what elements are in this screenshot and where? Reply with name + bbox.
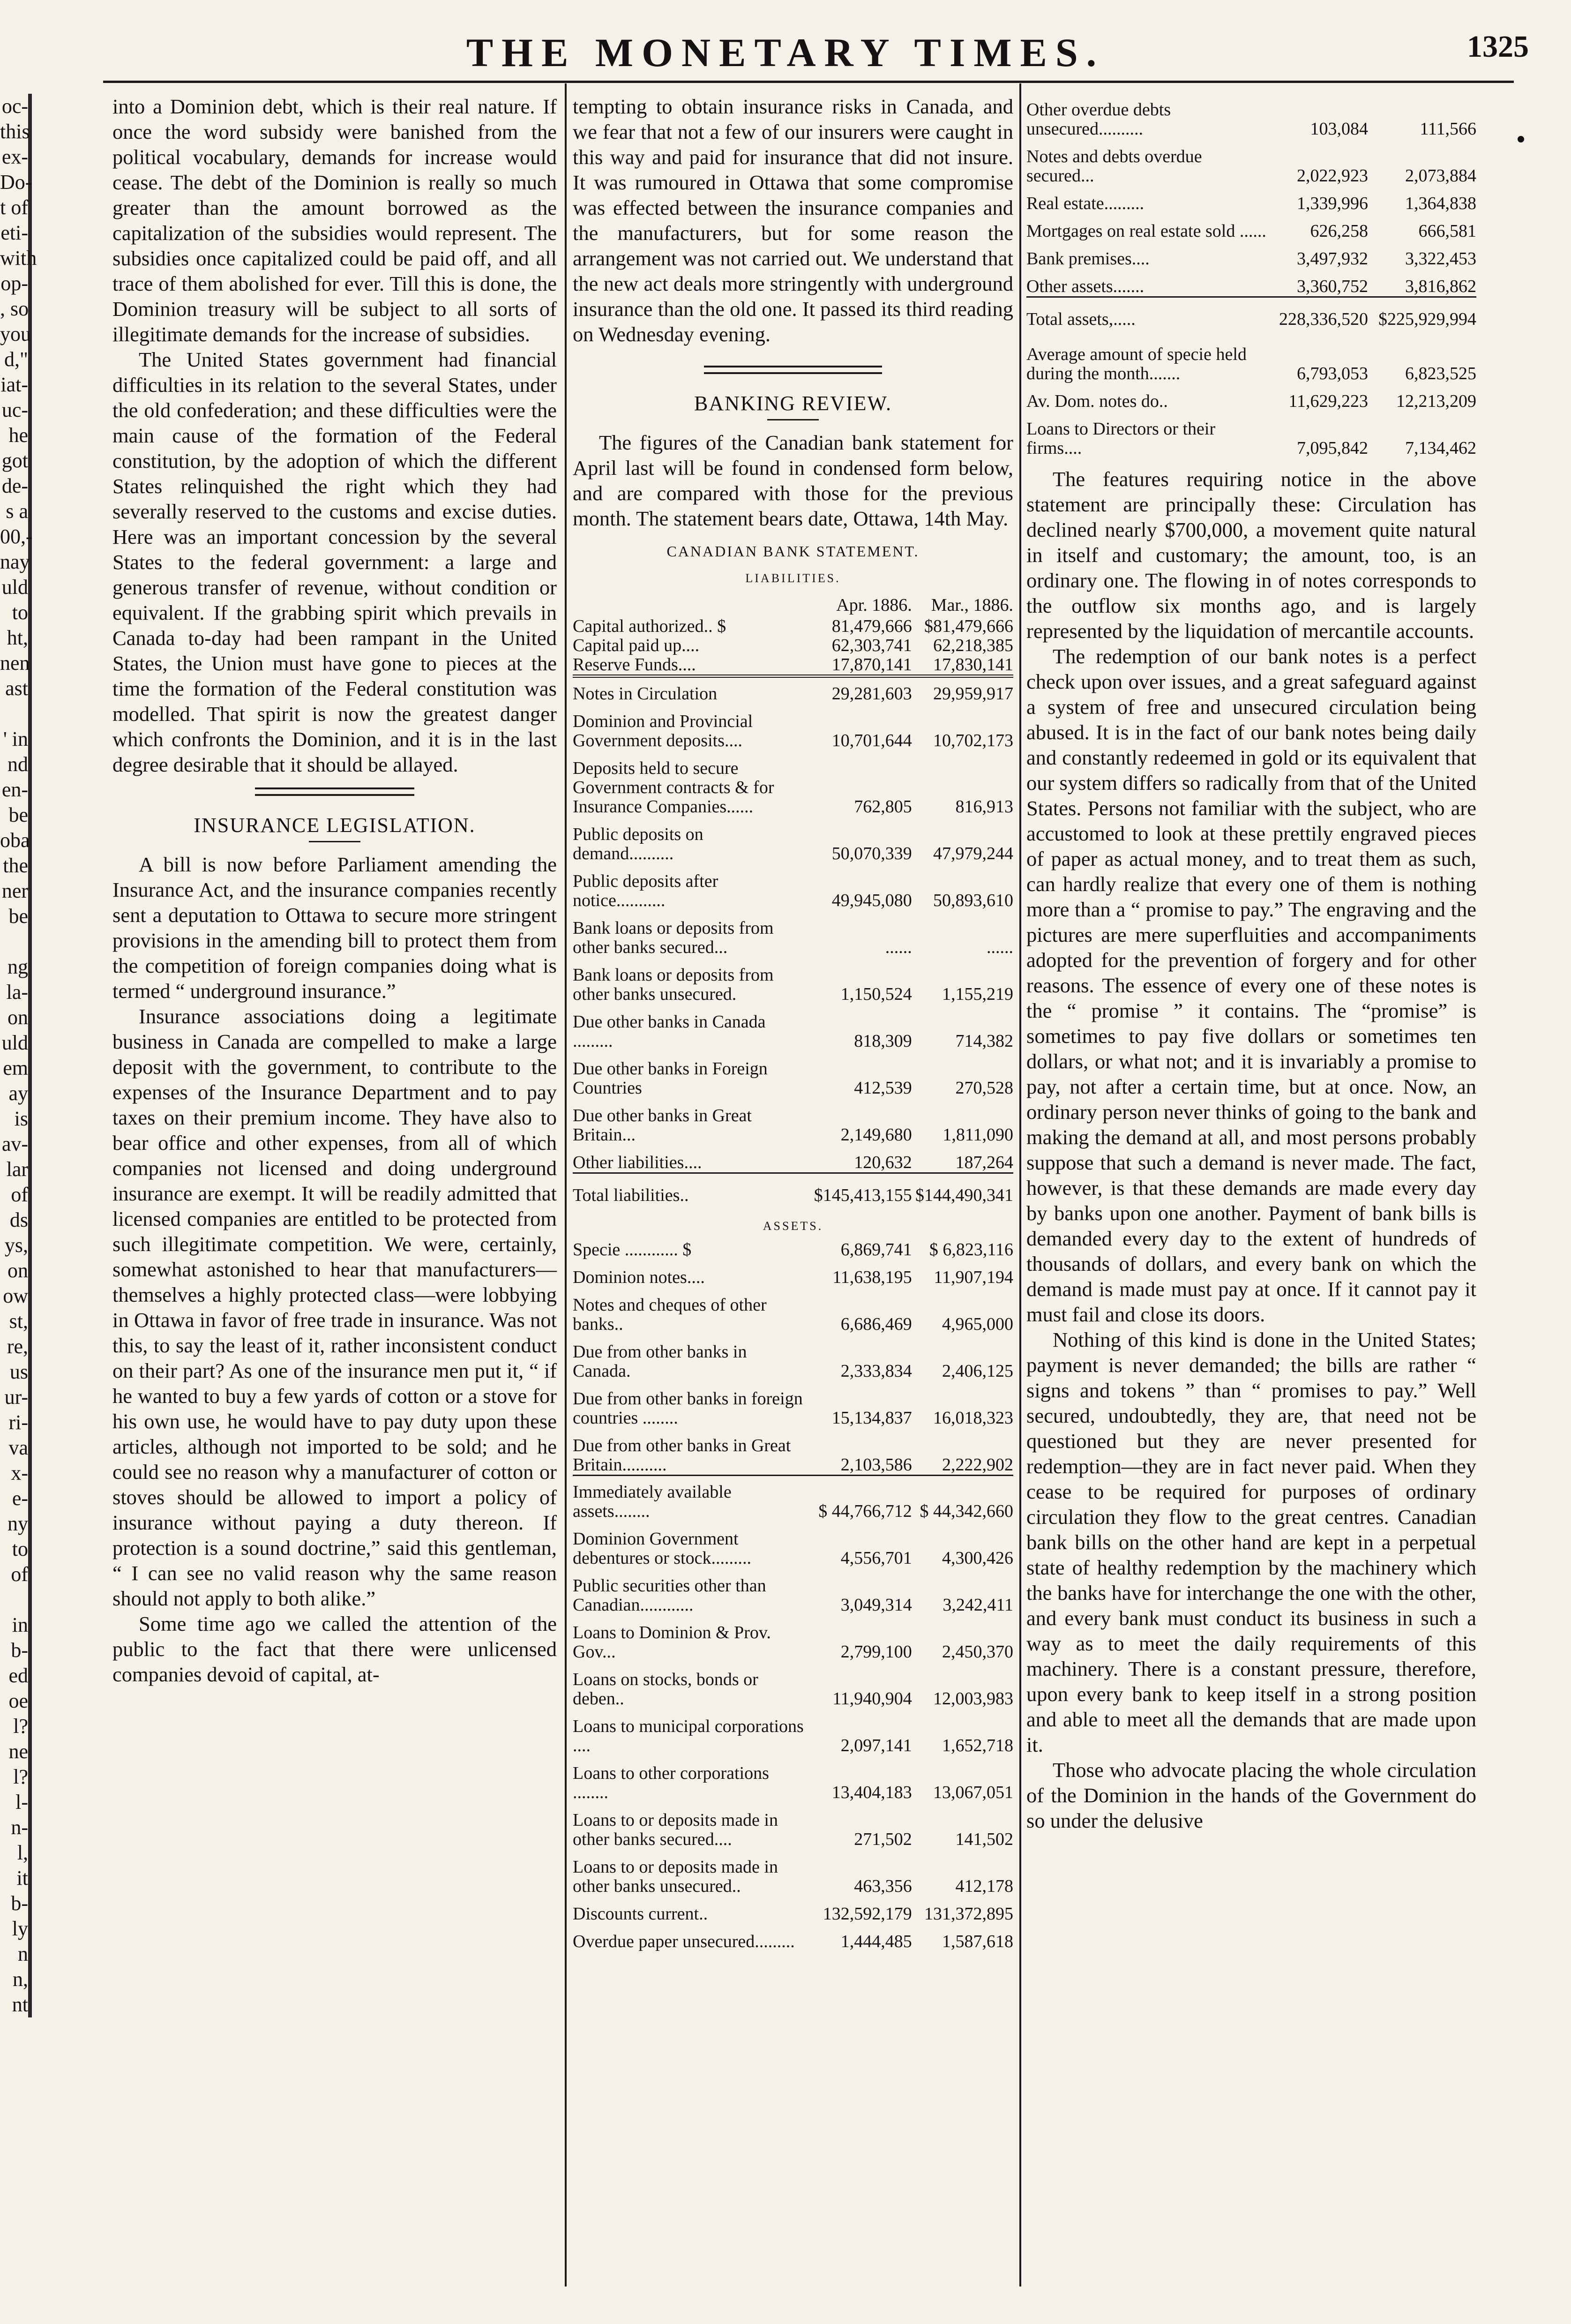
march-value: 714,382 (955, 1031, 1013, 1051)
row-label: Loans to other corporations ........ (573, 1763, 769, 1802)
row-label: Reserve Funds.... (573, 655, 696, 675)
statement-row (573, 676, 1013, 704)
fragment-line: with (0, 247, 37, 270)
row-label: Dominion Government debentures or stock......... (573, 1529, 751, 1568)
april-value: 103,084 (1310, 119, 1368, 139)
fragment-line: l, (17, 1841, 28, 1864)
april-value: 1,339,996 (1296, 194, 1368, 213)
march-value: 12,213,209 (1396, 391, 1476, 411)
row-label: Public deposits after notice........... (573, 871, 718, 910)
april-value: 2,149,680 (840, 1125, 912, 1145)
statement-row (573, 1568, 1013, 1615)
fragment-line: to (12, 601, 28, 624)
statement-row (573, 1802, 1013, 1849)
row-label: Due other banks in Great Britain... (573, 1106, 752, 1145)
fragment-line: n- (11, 1816, 28, 1839)
march-value: 10,702,173 (933, 731, 1013, 750)
statement-row (573, 1755, 1013, 1802)
row-label: Deposits held to secure Government contracts & for Insurance Companies...... (573, 758, 774, 817)
march-value: $225,929,994 (1368, 297, 1476, 337)
april-value: 17,870,141 (831, 655, 912, 675)
row-label: Total assets,..... (1026, 297, 1269, 337)
statement-row (573, 1334, 1013, 1381)
april-value: 62,303,741 (831, 636, 912, 655)
fragment-line: ng (7, 955, 28, 978)
fragment-line: uld (1, 1031, 28, 1054)
fragment-line: uld (1, 576, 28, 599)
fragment-line: ner (1, 879, 28, 902)
march-value: 47,979,244 (933, 844, 1013, 863)
row-label: Immediately available assets........ (573, 1476, 811, 1522)
article-paragraph: Insurance associations doing a legitimate business in Canada are compelled to make a large deposit with the government, to contribute to the expenses of the Insurance Department and to pay taxes on their premium income. They have also to bear office and other expenses, from all of which companies not licensed and doing underground insurance are exempt. It will be readily admitted that licensed companies are entitled to be protected from such illegitimate competition. We were, certainly, somewhat astonished to hear that manufacturers—themselves a highly protected class—were lobbying in Ottawa in favor of free trade in insurance. Was not this, to say the least of it, rather inconsistent conduct on their part? As one of the insurance men put it, “ if he wanted to buy a few yards of cotton or a stove for his own use, he would have to pay duty upon these articles, although not imported to be sold; and he could see no reason why a manufacturer of cotton or stoves should be allowed to import a policy of insurance without paying a duty thereon. If protection is a sound doctrine,” said this gentleman, “ I can see no valid reason why the same reason should not apply to both alike.” (112, 1005, 557, 1610)
fragment-line: ur- (4, 1386, 28, 1409)
fragment-line: nd (7, 753, 28, 776)
statement-row (1026, 100, 1476, 139)
march-value: 666,581 (1418, 221, 1476, 241)
row-label: Bank loans or deposits from other banks secured... (573, 918, 774, 957)
fragment-line: re, (7, 1335, 28, 1358)
fragment-line: b- (11, 1639, 28, 1662)
march-value: 17,830,141 (933, 655, 1013, 675)
ink-speck (1518, 136, 1524, 142)
fragment-line: n, (13, 1968, 28, 1991)
statement-row (573, 1615, 1013, 1662)
row-label: Loans to Directors or their firms.... (1026, 419, 1216, 458)
row-label: Real estate......... (1026, 194, 1145, 213)
april-value: 2,333,834 (840, 1361, 912, 1381)
row-label: Public securities other than Canadian............ (573, 1576, 766, 1615)
april-value: 2,022,923 (1296, 166, 1368, 186)
march-value: 3,816,862 (1405, 277, 1476, 296)
march-value: 816,913 (955, 797, 1013, 817)
march-value: 29,959,917 (912, 676, 1013, 704)
april-value: 1,444,485 (840, 1932, 912, 1951)
statement-row (1026, 337, 1476, 383)
april-value: 10,701,644 (831, 731, 912, 750)
fragment-line: ast (5, 677, 28, 700)
fragment-line: it (16, 1867, 28, 1889)
fragment-line: x- (11, 1462, 28, 1484)
row-label: Bank premises.... (1026, 249, 1150, 269)
statement-row (573, 1476, 1013, 1522)
row-label: Other assets....... (1026, 277, 1145, 296)
fragment-line: on (7, 1006, 28, 1029)
article-paragraph: Nothing of this kind is done in the United States; payment is never demanded; the bills are rather “ signs and tokens ” than “ promises to pay.” Well secured, undoubtedly, they are, that need not be questioned but they are never presented for redemption—they are in fact never paid. When they cease to be required for purposes of ordinary circulation they flow to the great centres. Canadian bank bills on the other hand are kept in a perpetual state of healthy redemption by the machinery which the banks have for interchange the one with the other, and every bank must conduct its business in such a way as to meet the daily requirements of this machinery. There is a constant pressure, therefore, upon every bank to keep itself in a strong position and able to meet all the demands that are made upon it. (1026, 1328, 1476, 1756)
row-label: Notes in Circulation (573, 676, 811, 704)
april-value: 2,097,141 (840, 1736, 912, 1755)
fragment-line (0, 701, 28, 727)
fragment-line: ys, (4, 1234, 28, 1257)
april-value: ...... (885, 937, 912, 957)
section-divider (704, 366, 882, 374)
fragment-line: ht, (7, 626, 28, 649)
statement-row (1026, 241, 1476, 269)
article-paragraph: The features requiring notice in the above statement are principally these: Circulation has declined nearly $700,000, a movement quite natural in itself and customary; the amount, too, is an ordinary one. The flowing in of notes corresponds to the outflow six months ago, and is largely represented by the liquidation of mercantile accounts. (1026, 467, 1476, 643)
subheading-label: ASSETS. (763, 1219, 823, 1233)
april-value: $145,413,155 (811, 1173, 912, 1213)
row-label: Other liabilities.... (573, 1153, 702, 1172)
statement-header-row (573, 596, 1013, 617)
march-value: 12,003,983 (933, 1689, 1013, 1709)
statement-row (573, 957, 1013, 1004)
row-label: Discounts current.. (573, 1904, 708, 1924)
april-value: 7,095,842 (1296, 438, 1368, 458)
statement-row (573, 863, 1013, 910)
row-label: Loans to Dominion & Prov. Gov... (573, 1623, 771, 1662)
march-value: 1,587,618 (942, 1932, 1013, 1951)
article-paragraph: Those who advocate placing the whole circulation of the Dominion in the hands of the Government do so under the delusive (1026, 1758, 1476, 1832)
row-label: Av. Dom. notes do.. (1026, 391, 1168, 411)
statement-row (1026, 213, 1476, 241)
insurance-section-title: INSURANCE LEGISLATION. (194, 814, 476, 837)
statement-row (573, 817, 1013, 863)
statement-row (1026, 411, 1476, 458)
march-value: 2,073,884 (1405, 166, 1476, 186)
row-label: Due other banks in Canada ......... (573, 1012, 766, 1051)
april-value: 1,150,524 (840, 984, 912, 1004)
row-label: Due from other banks in foreign countries ........ (573, 1389, 803, 1428)
fragment-line: ds (9, 1208, 28, 1231)
fragment-line: iat- (0, 373, 28, 396)
april-value: 11,629,223 (1288, 391, 1368, 411)
march-value: 62,218,385 (933, 636, 1013, 655)
fragment-line: of (11, 1563, 28, 1586)
statement-row (573, 704, 1013, 750)
fragment-line: eti- (0, 221, 28, 244)
row-label: Dominion and Provincial Government deposits.... (573, 712, 753, 750)
march-value: 16,018,323 (933, 1408, 1013, 1428)
article-paragraph: The figures of the Canadian bank statement for April last will be found in condensed form below, and are compared with those for the previous month. The statement bears date, Ottawa, 14th May. (573, 431, 1013, 530)
fragment-line: to (12, 1537, 28, 1560)
row-label: Mortgages on real estate sold ...... (1026, 221, 1266, 241)
april-value: 11,940,904 (832, 1689, 912, 1709)
row-label: Due from other banks in Canada. (573, 1342, 747, 1381)
column-3 (1026, 94, 1476, 1833)
fragment-line: l? (13, 1765, 28, 1788)
fragment-line: em (3, 1057, 28, 1080)
fragment-line: nen (0, 652, 30, 675)
fragment-line: en- (1, 778, 28, 801)
statement-row (573, 1709, 1013, 1755)
statement-row (1026, 139, 1476, 186)
liabilities-label: LIABILITIES. (745, 571, 841, 585)
statement-row (573, 1428, 1013, 1476)
fragment-line: l- (15, 1791, 28, 1814)
statement-row (573, 1004, 1013, 1051)
statement-row (1026, 269, 1476, 297)
fragment-line: de- (1, 474, 28, 497)
march-value: 141,502 (955, 1829, 1013, 1849)
april-value: 762,805 (854, 797, 912, 817)
march-value: 50,893,610 (933, 891, 1013, 910)
fragment-line: on (7, 1259, 28, 1282)
fragment-line: is (14, 1107, 28, 1130)
statement-row (573, 655, 1013, 676)
fragment-line: 00,- (0, 525, 33, 548)
statement-row (573, 1662, 1013, 1709)
row-label: Total liabilities.. (573, 1173, 811, 1213)
april-value: 228,336,520 (1269, 297, 1368, 337)
april-value: 271,502 (854, 1829, 912, 1849)
statement-row (1026, 297, 1476, 337)
article-paragraph: into a Dominion debt, which is their real nature. If once the word subsidy were banished from the political vocabulary, demands for increase would cease. The debt of the Dominion is really so much greater than the amount borrowed as the capitalization of the subsidies would represent. The subsidies once capitalized could be paid off, and all trace of them abolished for ever. Till this is done, the Dominion treasury will be subject to all sorts of illegitimate demands for the increase of subsidies. (112, 95, 557, 346)
april-value: 49,945,080 (831, 891, 912, 910)
statement-row (573, 636, 1013, 655)
statement-row (1026, 186, 1476, 213)
fragment-line: t of (0, 196, 28, 219)
march-value: 2,406,125 (942, 1361, 1013, 1381)
statement-row (573, 750, 1013, 817)
article-paragraph: tempting to obtain insurance risks in Canada, and we fear that not a few of our insurers were caught in this way and paid for insurance that did not insure. It was rumoured in Ottawa that some compromise was effected between the insurance companies and the manufacturers, but for some reason the arrangement was not carried out. We understand that the new act deals more stringently with underground insurance than the old one. It passed its third reading on Wednesday evening. (573, 95, 1013, 346)
april-value: 626,258 (1310, 221, 1368, 241)
adjacent-page-fragments (0, 94, 37, 2017)
fragment-line: nt (12, 1993, 28, 2016)
march-value: $144,490,341 (912, 1173, 1013, 1213)
april-value: 818,309 (854, 1031, 912, 1051)
march-value: 2,222,902 (942, 1455, 1013, 1475)
fragment-line: ' in (3, 727, 28, 750)
row-label: Loans to or deposits made in other banks unsecured.. (573, 1857, 778, 1896)
page-number: 1325 (1467, 30, 1529, 64)
fragment-line: oba (0, 829, 30, 852)
statement-subheading (573, 1213, 1013, 1240)
fragment-line: be (8, 803, 28, 826)
fragment-line: be (8, 905, 28, 928)
article-paragraph: The United States government had financial difficulties in its relation to the several States, under the old confederation; and these difficulties were the main cause of the formation of the Federal constitution, by the adoption of which the different States relinquished the right which they had severally reserved to the customs and excise duties. Here was an important concession by the several States to the federal government: a large and generous transfer of revenue, without condition or equivalent. If the grabbing spirit which prevails in Canada to-day had been rampant in the United States, the Union must have gone to pieces at the time the formation of the Federal constitution was modelled. That spirit is now the greatest danger which confronts the Dominion, and it is in the last degree desirable that it should be allayed. (112, 348, 557, 776)
fragment-line: st, (9, 1310, 28, 1333)
march-value: 4,300,426 (942, 1548, 1013, 1568)
march-value: 4,965,000 (942, 1314, 1013, 1334)
statement-row (1026, 383, 1476, 411)
fragment-line: us (9, 1360, 28, 1383)
article-paragraph: A bill is now before Parliament amending the Insurance Act, and the insurance companies recently sent a deputation to Ottawa to secure more stringent provisions in the amending bill to protect them from the competition of foreign companies doing what is termed “ underground insurance.” (112, 853, 557, 1003)
march-value: 412,178 (955, 1876, 1013, 1896)
april-value: 120,632 (854, 1153, 912, 1172)
fragment-line: ri- (8, 1411, 28, 1434)
title-underline (767, 419, 819, 420)
fragment-line: ne (8, 1740, 28, 1763)
april-value: 463,356 (854, 1876, 912, 1896)
april-value: 50,070,339 (831, 844, 912, 863)
fragment-line: nay (0, 550, 30, 573)
statement-row (573, 1521, 1013, 1568)
march-value: $ 44,342,660 (912, 1476, 1013, 1522)
statement-row (573, 1240, 1013, 1259)
fragment-line: in (12, 1613, 28, 1636)
row-label: Loans on stocks, bonds or deben.. (573, 1670, 758, 1709)
row-label: Capital paid up.... (573, 636, 700, 655)
row-label: Loans to municipal corporations .... (573, 1717, 804, 1755)
april-value: 6,686,469 (840, 1314, 912, 1334)
fragment-line: oe (8, 1689, 28, 1712)
march-value: 11,907,194 (934, 1267, 1013, 1287)
statement-row (573, 1051, 1013, 1098)
fragment-line: l? (13, 1715, 28, 1738)
fragment-line: , so (0, 297, 29, 320)
statement-row (573, 1896, 1013, 1924)
april-value: 3,049,314 (840, 1595, 912, 1615)
march-value: $81,479,666 (924, 616, 1013, 636)
header-rule (103, 81, 1514, 83)
header-spacer (573, 596, 811, 617)
fragment-line: s a (6, 500, 28, 523)
fragment-line: he (8, 424, 28, 447)
april-value: 15,134,837 (831, 1408, 912, 1428)
masthead-title: THE MONETARY TIMES. (466, 30, 1105, 75)
fragment-line: va (8, 1436, 28, 1459)
statement-row (573, 1173, 1013, 1213)
march-value: 111,566 (1420, 119, 1476, 139)
article-paragraph: Some time ago we called the attention of the public to the fact that there were unlicensed companies devoid of capital, at- (112, 1612, 557, 1686)
fragment-line: b- (11, 1892, 28, 1915)
march-value: 1,652,718 (942, 1736, 1013, 1755)
fragment-line (0, 929, 28, 954)
april-value: 4,556,701 (840, 1548, 912, 1568)
fragment-line: op- (0, 272, 28, 295)
statement-row (573, 1924, 1013, 1951)
april-value: 132,592,179 (823, 1904, 912, 1924)
fragment-line: ex- (1, 145, 28, 168)
row-label: Notes and debts overdue secured... (1026, 147, 1202, 186)
april-value: 29,281,603 (811, 676, 912, 704)
fragment-line: oc- (1, 95, 28, 118)
section-divider (255, 787, 414, 796)
row-label: Other overdue debts unsecured.......... (1026, 100, 1171, 139)
march-value: 7,134,462 (1405, 438, 1476, 458)
april-value: 3,360,752 (1296, 277, 1368, 296)
statement-row (573, 1259, 1013, 1287)
statement-title: CANADIAN BANK STATEMENT. (666, 543, 920, 560)
fragment-line: ny (7, 1512, 28, 1535)
statement-row (573, 1381, 1013, 1428)
row-label: Due from other banks in Great Britain.......... (573, 1436, 791, 1475)
title-underline (309, 841, 360, 842)
fragment-line: d," (4, 348, 28, 371)
article-paragraph: The redemption of our bank notes is a perfect check upon over issues, and a great safeguard against a system of free and unsecured circulation being abused. It is in the fact of our bank notes being daily and constantly redeemed in gold or its equivalent that our system differs so radically from that of the United States. Persons not familiar with the subject, who are accustomed to look at these prettily engraved pieces of paper as actual money, and to treat them as such, can hardly realize that every one of them is nothing more than a “ promise to pay.” The engraving and the pictures are mere superfluities and accompaniments adopted for the prevention of forgery and for other reasons. The essence of every one of these notes is the “ promise ” it contains. The “promise” is sometimes to pay five dollars or sometimes ten dollars, or what not; and it is invariably a promise to pay, not after a certain time, but at once. Now, an ordinary person never thinks of going to the bank and making the demand at all, and most persons probably suppose that such a demand is never made. The fact, however, is that these demands are made every day by banks upon one another. Payment of bank bills is demanded every day to the extent of hundreds of thousands of dollars, and every bank on which the demand is made must pay at once. If it cannot pay it must fail and close its doors. (1026, 645, 1476, 1326)
statement-row (573, 1287, 1013, 1334)
statement-row (573, 910, 1013, 957)
row-label: Public deposits on demand.......... (573, 825, 703, 863)
fragment-line: uc- (1, 398, 28, 421)
march-value: 13,067,051 (933, 1783, 1013, 1802)
march-value: 1,364,838 (1405, 194, 1476, 213)
march-value: ...... (987, 937, 1013, 957)
fragment-line: e- (12, 1487, 28, 1510)
fragment-line: you (0, 322, 31, 345)
fragment-line: the (3, 854, 28, 877)
statement-row (573, 1145, 1013, 1173)
march-value: 187,264 (955, 1153, 1013, 1172)
column-rule-2 (1019, 83, 1021, 2287)
march-value: 270,528 (955, 1078, 1013, 1098)
march-value: 131,372,895 (924, 1904, 1013, 1924)
march-value: 6,823,525 (1405, 364, 1476, 383)
april-value: 6,869,741 (840, 1240, 912, 1259)
march-header: Mar., 1886. (931, 595, 1013, 615)
march-value: 1,811,090 (943, 1125, 1013, 1145)
march-value: 2,450,370 (942, 1642, 1013, 1662)
row-label: Loans to or deposits made in other banks secured.... (573, 1810, 778, 1849)
fragment-line: ay (8, 1082, 28, 1105)
april-value: 6,793,053 (1296, 364, 1368, 383)
april-header: Apr. 1886. (836, 595, 912, 615)
april-value: 412,539 (854, 1078, 912, 1098)
fragment-line: la- (6, 981, 28, 1004)
fragment-line: ow (3, 1284, 28, 1307)
bank-statement-table-continued (1026, 100, 1476, 458)
april-value: 11,638,195 (832, 1267, 912, 1287)
fragment-line: got (1, 449, 28, 472)
fragment-line: lar (6, 1158, 28, 1181)
april-value: 13,404,183 (831, 1783, 912, 1802)
march-value: 3,322,453 (1405, 249, 1476, 269)
column-2 (573, 94, 1013, 1951)
fragment-line: of (11, 1183, 28, 1206)
row-label: Overdue paper unsecured......... (573, 1932, 795, 1951)
april-value: 3,497,932 (1296, 249, 1368, 269)
fragment-line: n (18, 1942, 28, 1965)
fragment-line (0, 1587, 28, 1612)
fragment-line: this (0, 120, 30, 143)
fragment-line: ly (12, 1917, 28, 1940)
row-label: Due other banks in Foreign Countries (573, 1059, 768, 1098)
banking-section-title: BANKING REVIEW. (694, 392, 892, 415)
row-label: Specie ............ $ (573, 1240, 692, 1259)
statement-row (573, 1849, 1013, 1896)
bank-statement-table (573, 596, 1013, 1951)
column-1 (112, 94, 557, 1687)
april-value: 2,799,100 (840, 1642, 912, 1662)
fragment-line: ed (8, 1664, 28, 1687)
april-value: 81,479,666 (831, 616, 912, 636)
march-value: 1,155,219 (942, 984, 1013, 1004)
fragment-line: av- (1, 1132, 28, 1155)
row-label: Capital authorized.. $ (573, 616, 726, 636)
column-rule-1 (565, 83, 567, 2287)
row-label: Notes and cheques of other banks.. (573, 1295, 767, 1334)
row-label: Bank loans or deposits from other banks unsecured. (573, 965, 774, 1004)
march-value: $ 6,823,116 (929, 1240, 1013, 1259)
march-value: 3,242,411 (943, 1595, 1013, 1615)
statement-row (573, 617, 1013, 636)
fragment-line: Do- (0, 171, 32, 194)
row-label: Dominion notes.... (573, 1267, 705, 1287)
statement-row (573, 1098, 1013, 1145)
row-label: Average amount of specie held during the month....... (1026, 345, 1247, 383)
april-value: $ 44,766,712 (811, 1476, 912, 1522)
april-value: 2,103,586 (840, 1455, 912, 1475)
